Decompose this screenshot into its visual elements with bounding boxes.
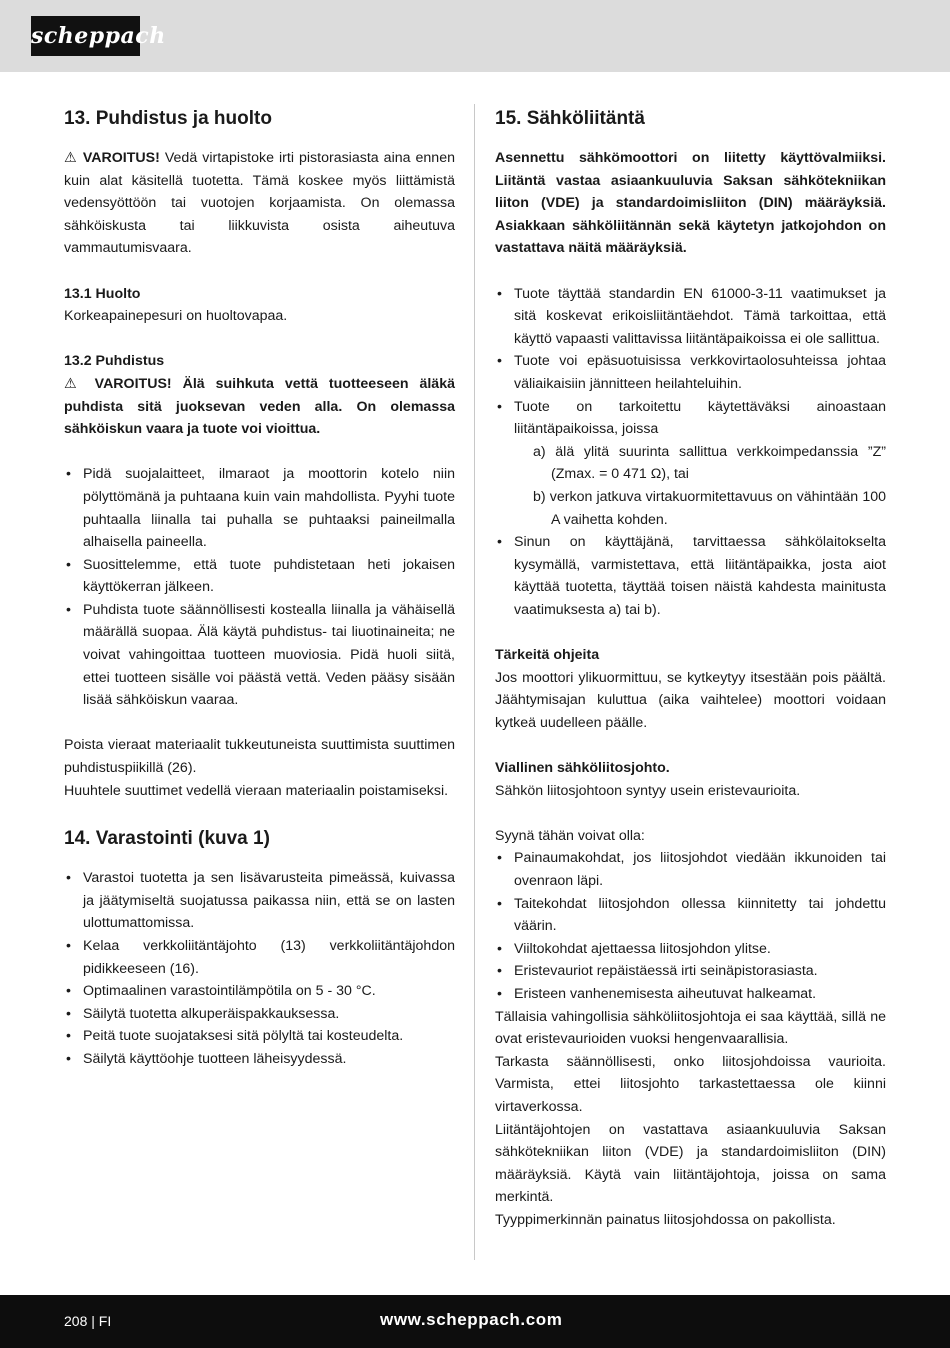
warning-text: Vedä virtapistoke irti pistorasiasta aina ennen kuin alat käsitellä tuotetta. Tämä koskee myös liittämistä vedensyöttöön tai vuotojen korjaamista. On olemassa sähköiskusta tai liikkuvista osista aiheutuva vammautumisvaara.: [64, 150, 455, 257]
list-item: • Sinun on käyttäjänä, tarvittaessa sähkölaitokselta kysymällä, varmistettava, että liitäntäpaikka, josta aiot käyttää tuotetta, täyttää toisen näistä kahdesta mainitusta vaatimuksesta a) tai b).: [495, 531, 886, 621]
important-title: Tärkeitä ohjeita: [495, 647, 600, 664]
section-15-intro: Asennettu sähkömoottori on liitetty käyttövalmiiksi. Liitäntä vastaa asiaankuuluvia Saksan sähkötekniikan liiton (VDE) ja standardoimisliiton (DIN) määräyksiä. Asiakkaan sähköliitännän sekä käytetyn jatkojohdon on vastattava näitä määräyksiä.: [495, 150, 886, 257]
column-divider: [474, 104, 475, 1260]
list-item: • Peitä tuote suojataksesi sitä pölyltä tai kosteudelta.: [64, 1025, 455, 1048]
section-14-title: 14. Varastointi (kuva 1): [64, 828, 270, 850]
page-header: [0, 0, 950, 72]
nozzle-paragraph: Poista vieraat materiaalit tukkeutuneista suuttimista suuttimen puhdistuspiikillä (26).: [64, 737, 455, 777]
section-13-title: 13. Puhdistus ja huolto: [64, 108, 272, 129]
list-item: • Pidä suojalaitteet, ilmaraot ja moottorin kotelo niin pölyttömänä ja puhtaana kuin vain mahdollista. Pyyhi tuote puhtaalla liinalla tai puhalla se puhtaaksi paineilmalla alhaisella paineella.: [64, 463, 455, 553]
list-item: [495, 396, 886, 532]
closing-paragraph: Tarkasta säännöllisesti, onko liitosjohdoissa vaurioita. Varmista, ettei liitosjohto tarkastettaessa ole kiinni virtaverkossa.: [495, 1053, 886, 1115]
storage-list: [64, 867, 455, 1070]
website-link[interactable]: www.scheppach.com: [380, 1310, 563, 1329]
list-item: • Viiltokohdat ajettaessa liitosjohdon ylitse.: [495, 938, 886, 961]
closing-paragraph: Tyyppimerkinnän painatus liitosjohdossa on pakollista.: [495, 1211, 836, 1228]
subsection-13-2-title: 13.2 Puhdistus: [64, 353, 165, 370]
cleaning-list: [64, 463, 455, 712]
requirements-list: [495, 283, 886, 622]
section-13-2-warning: [64, 373, 455, 441]
list-item-text: Tuote on tarkoitettu käytettäväksi ainoastaan liitäntäpaikoissa, joissa: [514, 398, 886, 438]
causes-intro: Syynä tähän voivat olla:: [495, 827, 645, 844]
list-item: • Varastoi tuotetta ja sen lisävarusteita pimeässä, kuivassa ja jäätymiseltä suojatussa paikassa niin, että se on lasten ulottumattomissa.: [64, 867, 455, 935]
sub-item-b: b) verkon jatkuva virtakuormitettavuus on vähintään 100 A vaihetta kohden.: [533, 488, 886, 528]
section-15-title: 15. Sähköliitäntä: [495, 108, 645, 129]
important-text: Jos moottori ylikuormittuu, se kytkeytyy itsestään pois päältä. Jäähtymisajan kuluttua (aika vaihtelee) moottori voidaan kytkeä uudelleen päälle.: [495, 669, 886, 731]
warning-text: Älä suihkuta vettä tuotteeseen äläkä puhdista sitä juoksevan veden alla. On olemassa sähköiskun vaara ja tuote voi vioittua.: [64, 375, 455, 438]
list-item: • Taitekohdat liitosjohdon ollessa kiinnitetty tai johdettu väärin.: [495, 893, 886, 938]
list-item: • Tuote täyttää standardin EN 61000-3-11 vaatimukset ja sitä koskevat erikoisliitäntäehdot. Tämä tarkoittaa, että käyttö vapaasti valittavissa liitäntäpaikoissa ei ole sallittua.: [495, 283, 886, 351]
causes-list: [495, 847, 886, 1005]
warning-label: VAROITUS!: [94, 375, 172, 392]
list-item: • Suosittelemme, että tuote puhdistetaan heti jokaisen käyttökerran jälkeen.: [64, 554, 455, 599]
defective-text: Sähkön liitosjohtoon syntyy usein eristevaurioita.: [495, 782, 801, 799]
list-item: • Painaumakohdat, jos liitosjohdot viedään ikkunoiden tai ovenraon läpi.: [495, 847, 886, 892]
sub-item-a: a) älä ylitä suurinta sallittua verkkoimpedanssia ”Z” (Zmax. = 0 471 Ω), tai: [533, 443, 886, 483]
page-footer: [0, 1295, 950, 1348]
scheppach-logo: scheppach: [31, 16, 140, 56]
nozzle-paragraph: Huuhtele suuttimet vedellä vieraan materiaalin poistamiseksi.: [64, 782, 449, 799]
warning-label: VAROITUS!: [82, 150, 160, 166]
left-column: [64, 104, 455, 1071]
page-number: 208 | FI: [64, 1313, 112, 1329]
list-item: • Säilytä käyttöohje tuotteen läheisyydessä.: [64, 1048, 455, 1071]
list-item: • Säilytä tuotetta alkuperäispakkauksessa.: [64, 1003, 455, 1026]
list-item: • Kelaa verkkoliitäntäjohto (13) verkkoliitäntäjohdon pidikkeeseen (16).: [64, 935, 455, 980]
subsection-13-1-title: 13.1 Huolto: [64, 285, 141, 302]
closing-paragraph: Liitäntäjohtojen on vastattava asiaankuuluvia Saksan sähkötekniikan liiton (VDE) ja standardoimisliiton (DIN) määräyksiä. Käytä vain liitäntäjohtoja, joissa on sama merkintä.: [495, 1121, 886, 1206]
closing-paragraph: Tällaisia vahingollisia sähköliitosjohtoja ei saa käyttää, sillä ne ovat eristevaurioiden vuoksi hengenvaarallisia.: [495, 1008, 886, 1048]
list-item: • Eristevauriot repäistäessä irti seinäpistorasiasta.: [495, 960, 886, 983]
warning-triangle-icon: ⚠: [64, 375, 84, 392]
subsection-13-1-text: Korkeapainepesuri on huoltovapaa.: [64, 308, 288, 325]
warning-triangle-icon: ⚠: [64, 150, 78, 166]
right-column: [495, 104, 886, 1232]
section-13-warning: [64, 147, 455, 260]
list-item: • Puhdista tuote säännöllisesti kostealla liinalla ja vähäisellä määrällä suopaa. Älä käytä puhdistus- tai liuotinaineita; ne voivat vahingoittaa tuotteen muoviosia. Pidä huoli siitä, ettei tuotteen sisälle voi päästä vettä. Veden pääsy sisään lisää sähköiskun vaaraa.: [64, 599, 455, 712]
list-item: • Tuote voi epäsuotuisissa verkkovirtaolosuhteissa johtaa väliaikaisiin jännitteen heilahteluihin.: [495, 350, 886, 395]
defective-title: Viallinen sähköliitosjohto.: [495, 760, 670, 777]
list-item: • Eristeen vanhenemisesta aiheutuvat halkeamat.: [495, 983, 886, 1006]
list-item: • Optimaalinen varastointilämpötila on 5 - 30 °C.: [64, 980, 455, 1003]
